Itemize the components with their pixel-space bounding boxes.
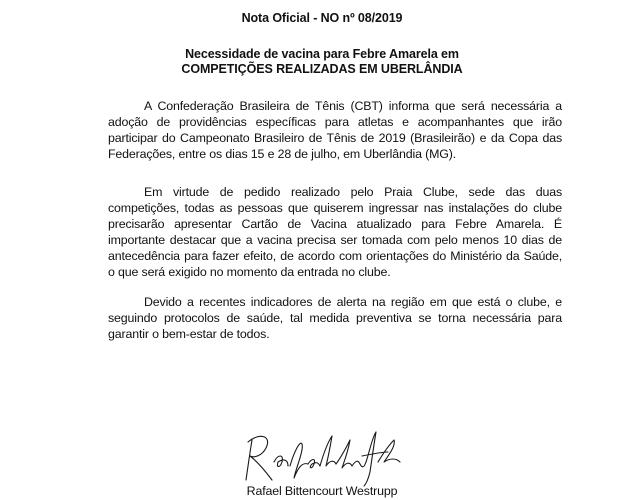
signer-name: Rafael Bittencourt Westrupp bbox=[246, 484, 398, 498]
subtitle-line-2: COMPETIÇÕES REALIZADAS EM UBERLÂNDIA bbox=[181, 62, 463, 76]
paragraph-3: Devido a recentes indicadores de alerta na região em que está o clube, e seguindo protocolos de saúde, tal medida preventiva se torna necessária para garantir o bem-estar de todos. bbox=[108, 295, 562, 341]
document-subtitle bbox=[0, 47, 644, 77]
handwritten-signature bbox=[238, 422, 414, 488]
paragraph-1: A Confederação Brasileira de Tênis (CBT) informa que será necessária a adoção de providências específicas para atletas e acompanhantes que irão participar do Campeonato Brasileiro de Tênis de 2019 (Brasileirão) e da Copa das Federações, entre os dias 15 e 28 de julho, em Uberlândia (MG). bbox=[108, 99, 562, 161]
subtitle-line-1: Necessidade de vacina para Febre Amarela em bbox=[185, 47, 459, 61]
paragraph-2: Em virtude de pedido realizado pelo Praia Clube, sede das duas competições, todas as pessoas que quiserem ingressar nas instalações do clube precisarão apresentar Cartão de Vacina atualizado para Febre Amarela. É importante destacar que a vacina precisa ser tomada com pelo menos 10 dias de antecedência para fazer efeito, de acordo com orientações do Ministério da Saúde, o que será exigido no momento da entrada no clube. bbox=[108, 185, 562, 279]
document-title: Nota Oficial - NO nº 08/2019 bbox=[241, 11, 403, 25]
